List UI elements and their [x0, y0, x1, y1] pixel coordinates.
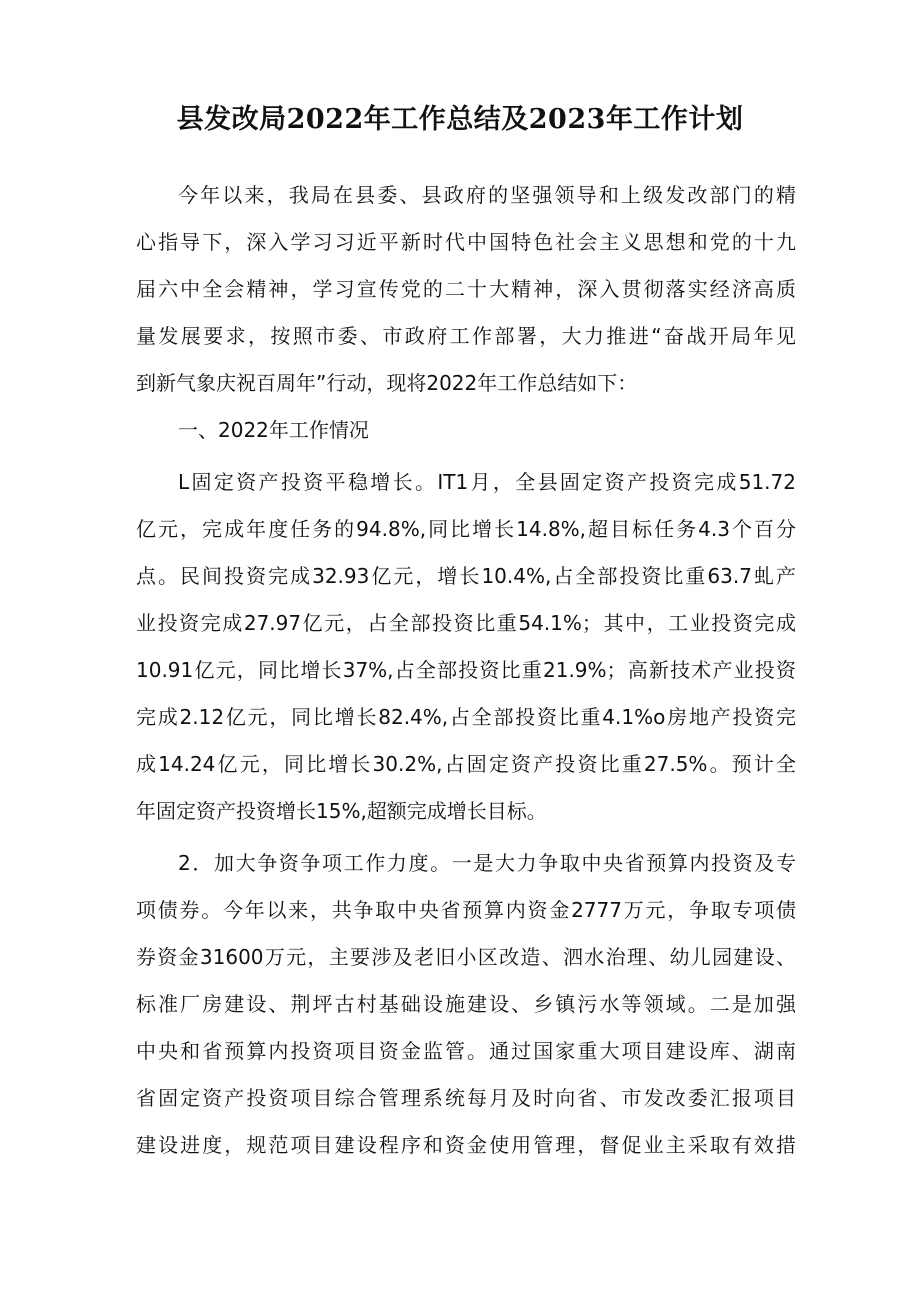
- paragraph-line: 成14.24亿元，同比增长30.2%,占固定资产投资比重27.5%。预计全: [136, 752, 796, 776]
- paragraph-line: 2．加大争资争项工作力度。一是大力争取中央省预算内投资及专: [178, 851, 796, 875]
- paragraph-line: 心指导下，深入学习习近平新时代中国特色社会主义思想和党的十九: [136, 230, 796, 254]
- paragraph-line: 10.91亿元，同比增长37%,占全部投资比重21.9%；高新技术产业投资: [136, 658, 796, 682]
- section-heading: 一、2022年工作情况: [178, 418, 369, 442]
- document-title: 县发改局2022年工作总结及2023年工作计划: [176, 104, 744, 135]
- paragraph-line: 点。民间投资完成32.93亿元，增长10.4%,占全部投资比重63.7虬产: [136, 564, 796, 588]
- paragraph-line: 业投资完成27.97亿元，占全部投资比重54.1%；其中，工业投资完成: [136, 611, 796, 635]
- paragraph-line: 建设进度，规范项目建设程序和资金使用管理，督促业主采取有效措: [136, 1133, 796, 1157]
- paragraph-line: 亿元，完成年度任务的94.8%,同比增长14.8%,超目标任务4.3个百分: [136, 517, 796, 541]
- paragraph-line: L固定资产投资平稳增长。IT1月，全县固定资产投资完成51.72: [178, 470, 796, 494]
- paragraph-line: 中央和省预算内投资项目资金监管。通过国家重大项目建设库、湖南: [136, 1039, 796, 1063]
- paragraph-line: 量发展要求，按照市委、市政府工作部署，大力推进“奋战开局年见: [136, 324, 796, 348]
- paragraph-line: 年固定资产投资增长15%,超额完成增长目标。: [136, 799, 547, 823]
- paragraph-line: 完成2.12亿元，同比增长82.4%,占全部投资比重4.1%o房地产投资完: [136, 705, 796, 729]
- paragraph-line: 今年以来，我局在县委、县政府的坚强领导和上级发改部门的精: [178, 183, 796, 207]
- paragraph-line: 项债券。今年以来，共争取中央省预算内资金2777万元，争取专项债: [136, 898, 796, 922]
- paragraph-line: 省固定资产投资项目综合管理系统每月及时向省、市发改委汇报项目: [136, 1086, 796, 1110]
- paragraph-line: 届六中全会精神，学习宣传党的二十大精神，深入贯彻落实经济高质: [136, 277, 796, 301]
- paragraph-line: 到新气象庆祝百周年”行动，现将2022年工作总结如下：: [136, 371, 638, 395]
- document-body: [136, 172, 796, 1169]
- paragraph-line: 标准厂房建设、荆坪古村基础设施建设、乡镇污水等领域。二是加强: [136, 992, 796, 1016]
- paragraph-line: 券资金31600万元，主要涉及老旧小区改造、泗水治理、幼儿园建设、: [136, 945, 796, 969]
